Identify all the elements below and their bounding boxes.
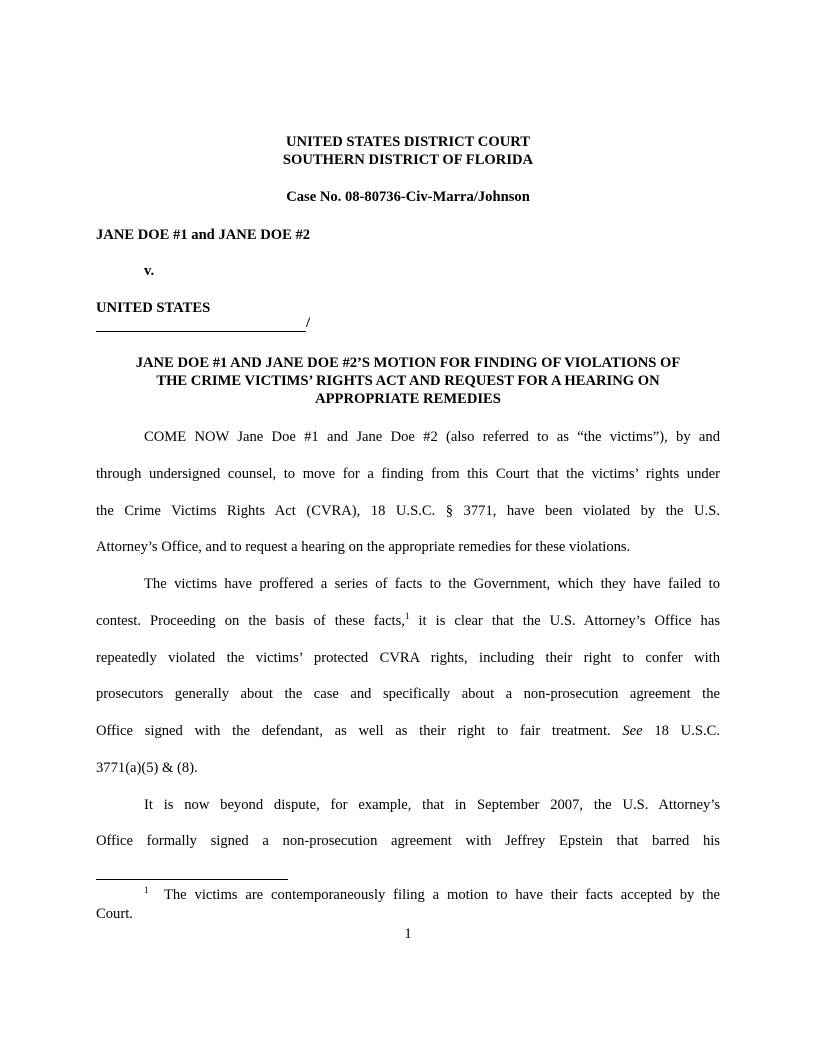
motion-title-line1: JANE DOE #1 AND JANE DOE #2’S MOTION FOR FINDING OF VIOLATIONS OF bbox=[135, 355, 681, 371]
page-number: 1 bbox=[404, 926, 412, 942]
paragraph-2-line-4: prosecutors generally about the case and specifically about a non-prosecution agreement the bbox=[96, 686, 720, 702]
court-district: SOUTHERN DISTRICT OF FLORIDA bbox=[282, 152, 534, 168]
paragraph-3-line-1: It is now beyond dispute, for example, that in September 2007, the U.S. Attorney’s bbox=[144, 797, 720, 813]
paragraph-2-line-2-a: contest. Proceeding on the basis of these facts, bbox=[96, 613, 405, 629]
case-number: Case No. 08-80736-Civ-Marra/Johnson bbox=[286, 189, 530, 205]
paragraph-2-line-6: 3771(a)(5) & (8). bbox=[96, 760, 198, 776]
caption-defendant: UNITED STATES bbox=[96, 300, 211, 316]
paragraph-2-line-2 bbox=[96, 613, 720, 630]
paragraph-1-line-1: COME NOW Jane Doe #1 and Jane Doe #2 (also referred to as “the victims”), by and bbox=[144, 429, 720, 445]
court-name: UNITED STATES DISTRICT COURT bbox=[285, 134, 530, 150]
paragraph-3-line-2: Office formally signed a non-prosecution agreement with Jeffrey Epstein that barred his bbox=[96, 833, 720, 849]
paragraph-2-line-5 bbox=[96, 723, 720, 740]
footnote-reference: 1 bbox=[404, 611, 410, 621]
footnote-line-2: Court. bbox=[96, 906, 133, 922]
paragraph-2-line-5-b: 18 U.S.C. bbox=[642, 723, 720, 739]
paragraph-2-line-1: The victims have proffered a series of facts to the Government, which they have failed to bbox=[144, 576, 720, 592]
caption-plaintiffs: JANE DOE #1 and JANE DOE #2 bbox=[96, 227, 311, 243]
paragraph-2-line-2-b: it is clear that the U.S. Attorney’s Office has bbox=[409, 613, 721, 629]
paragraph-2-line-3: repeatedly violated the victims’ protected CVRA rights, including their right to confer with bbox=[96, 650, 720, 666]
paragraph-1-line-4: Attorney’s Office, and to request a hearing on the appropriate remedies for these violations. bbox=[96, 539, 631, 555]
motion-title-line3: APPROPRIATE REMEDIES bbox=[315, 391, 501, 407]
footnote-marker: 1 bbox=[144, 885, 149, 895]
paragraph-1-line-2: through undersigned counsel, to move for a finding from this Court that the victims’ rights under bbox=[96, 466, 720, 482]
footnote-text: The victims are contemporaneously filing a motion to have their facts accepted by the bbox=[163, 887, 720, 903]
caption-underline bbox=[96, 331, 306, 332]
paragraph-2-line-5-a: Office signed with the defendant, as well as their right to fair treatment. bbox=[96, 723, 623, 739]
footnote-line-1 bbox=[96, 887, 720, 904]
paragraph-1-line-3: the Crime Victims Rights Act (CVRA), 18 U.S.C. § 3771, have been violated by the U.S. bbox=[96, 503, 720, 519]
footnote-separator bbox=[96, 879, 288, 880]
caption-versus: v. bbox=[144, 263, 155, 279]
motion-title-line2: THE CRIME VICTIMS’ RIGHTS ACT AND REQUEST FOR A HEARING ON bbox=[156, 373, 660, 389]
caption-slash: / bbox=[306, 315, 311, 331]
see-signal: See bbox=[622, 723, 643, 739]
